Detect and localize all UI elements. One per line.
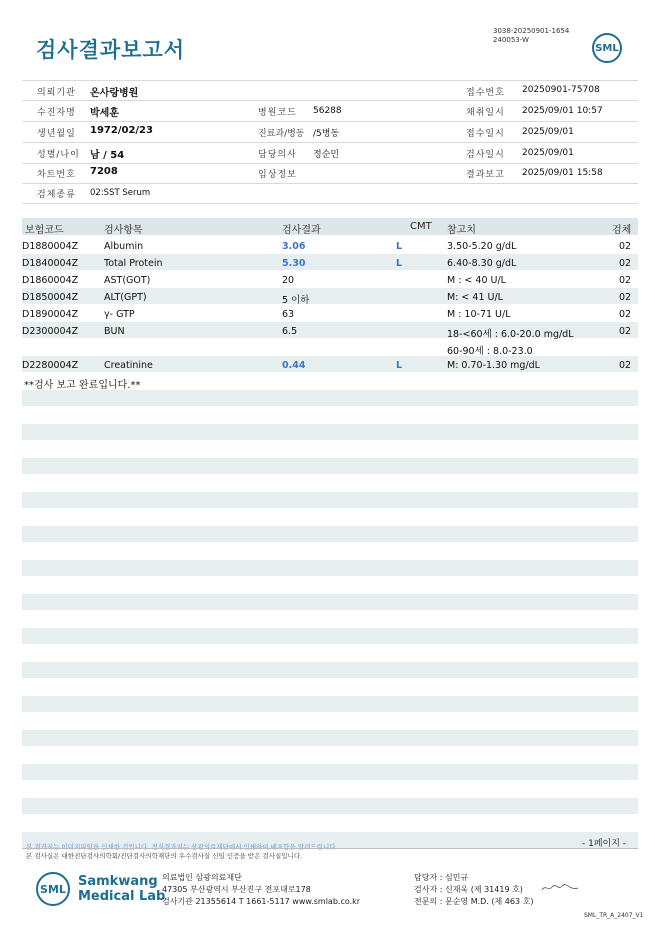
header-item: 검사항목 xyxy=(104,225,143,236)
cell-specimen: 02 xyxy=(619,360,632,371)
staff-line2: 검사자 : 신재욱 (제 31419 호) xyxy=(414,885,523,894)
chart-no-value: 7208 xyxy=(90,166,118,177)
document-id-line2: 240053-W xyxy=(493,36,529,44)
cell-specimen: 02 xyxy=(619,258,632,269)
cell-reference: 60-90세 : 8.0-23.0 xyxy=(447,346,533,357)
cell-item: BUN xyxy=(104,326,125,337)
divider xyxy=(22,142,638,143)
divider xyxy=(22,183,638,184)
org-line2: 47305 부산광역시 부산진구 전포대로178 xyxy=(162,885,311,894)
header-specimen: 검체 xyxy=(612,225,632,236)
cell-reference: 3.50-5.20 g/dL xyxy=(447,241,517,252)
cell-reference: M: 0.70-1.30 mg/dL xyxy=(447,360,540,371)
document-id xyxy=(493,27,569,45)
chart-no-label: 차트번호 xyxy=(37,170,76,180)
cell-reference: M : < 40 U/L xyxy=(447,275,506,286)
completion-note: **검사 보고 완료입니다.** xyxy=(24,380,141,391)
cell-result: 3.06 xyxy=(282,241,306,252)
cell-cmt: L xyxy=(396,258,403,269)
sex-age-value: 남 / 54 xyxy=(90,150,125,161)
footer-divider xyxy=(22,848,638,849)
collect-date-value: 2025/09/01 10:57 xyxy=(522,106,603,116)
hospital-code-label: 병원코드 xyxy=(258,108,297,118)
form-code: SML_TR_A_2407_V1 xyxy=(584,912,644,919)
signature-icon xyxy=(540,883,580,893)
document-id-line1: 3038-20250901-1654 xyxy=(493,27,570,35)
dept-value: /5병동 xyxy=(313,129,340,139)
row-stripe xyxy=(22,390,638,406)
clinical-label: 임상정보 xyxy=(258,170,297,180)
page-number: - 1페이지 - xyxy=(582,839,627,849)
print-notice: 본 결과지는 이미지파일을 인쇄한 것입니다. 정식결과지는 삼광의료재단에서 인쇄하여 배포함을 알려드립니다. xyxy=(26,843,338,851)
staff-info xyxy=(414,872,533,908)
lab-name xyxy=(78,874,165,904)
row-stripe xyxy=(22,458,638,474)
cell-specimen: 02 xyxy=(619,275,632,286)
institution-value: 온사랑병원 xyxy=(90,88,139,99)
cell-reference: M: < 41 U/L xyxy=(447,292,503,303)
cell-result: 20 xyxy=(282,275,295,286)
cell-item: ALT(GPT) xyxy=(104,292,147,303)
header-code: 보험코드 xyxy=(25,225,64,236)
receipt-no-label: 접수번호 xyxy=(466,88,505,98)
lab-name-line2: Medical Lab xyxy=(78,889,166,904)
report-date-label: 결과보고 xyxy=(466,170,505,180)
cell-cmt: L xyxy=(396,241,403,252)
row-stripe xyxy=(22,764,638,780)
cell-result: 5 이하 xyxy=(282,295,310,306)
org-line1: 의료법인 삼광의료재단 xyxy=(162,873,242,882)
sex-age-label: 성별/나이 xyxy=(37,150,80,160)
divider xyxy=(22,121,638,122)
cell-result: 6.5 xyxy=(282,326,298,337)
cell-specimen: 02 xyxy=(619,326,632,337)
cell-item: Total Protein xyxy=(104,258,163,269)
cell-cmt: L xyxy=(396,360,403,371)
cell-result: 0.44 xyxy=(282,360,306,371)
row-stripe xyxy=(22,526,638,542)
row-stripe xyxy=(22,560,638,576)
divider xyxy=(22,203,638,204)
receipt-no-value: 20250901-75708 xyxy=(522,85,600,95)
cell-item: γ- GTP xyxy=(104,309,135,320)
accreditation-notice: 본 검사실은 대한진단검사의학회/진단검사의학재단의 우수검사실 신임 인증을 받은 검사실입니다. xyxy=(26,852,303,860)
cell-item: Albumin xyxy=(104,241,144,252)
sml-logo-icon: SML xyxy=(592,33,622,63)
collect-date-label: 채취일시 xyxy=(466,108,505,118)
cell-code: D2300004Z xyxy=(22,326,79,337)
dept-label: 진료과/병동 xyxy=(258,129,305,139)
receipt-date-label: 접수일시 xyxy=(466,129,505,139)
cell-code: D1880004Z xyxy=(22,241,79,252)
row-stripe xyxy=(22,628,638,644)
cell-item: AST(GOT) xyxy=(104,275,151,286)
specimen-label: 검체종류 xyxy=(37,190,76,200)
specimen-value: 02:SST Serum xyxy=(90,188,151,198)
test-date-value: 2025/09/01 xyxy=(522,148,574,158)
row-stripe xyxy=(22,424,638,440)
cell-code: D1850004Z xyxy=(22,292,79,303)
row-stripe xyxy=(22,696,638,712)
cell-result: 63 xyxy=(282,309,295,320)
divider xyxy=(22,100,638,101)
receipt-date-value: 2025/09/01 xyxy=(522,127,574,137)
cell-code: D1890004Z xyxy=(22,309,79,320)
org-line3: 검사기관 21355614 T 1661-5117 www.smlab.co.kr xyxy=(162,897,361,906)
header-reference: 참고치 xyxy=(447,225,476,236)
birth-label: 생년월일 xyxy=(37,129,76,139)
cell-specimen: 02 xyxy=(619,241,632,252)
sml-logo-icon: SML xyxy=(36,872,70,906)
lab-name-line1: Samkwang xyxy=(78,874,158,889)
report-date-value: 2025/09/01 15:58 xyxy=(522,168,603,178)
row-stripe xyxy=(22,798,638,814)
cell-code: D2280004Z xyxy=(22,360,79,371)
name-value: 박세훈 xyxy=(90,108,119,119)
name-label: 수진자명 xyxy=(37,108,76,118)
organization-info xyxy=(162,872,360,908)
cell-code: D1860004Z xyxy=(22,275,79,286)
cell-item: Creatinine xyxy=(104,360,153,371)
divider xyxy=(22,163,638,164)
cell-specimen: 02 xyxy=(619,309,632,320)
row-stripe xyxy=(22,730,638,746)
staff-line3: 전문의 : 문순영 M.D. (제 463 호) xyxy=(414,897,534,906)
row-stripe xyxy=(22,662,638,678)
cell-result: 5.30 xyxy=(282,258,306,269)
doctor-value: 정순민 xyxy=(313,150,340,160)
hospital-code-value: 56288 xyxy=(313,106,342,116)
cell-code: D1840004Z xyxy=(22,258,79,269)
cell-reference: 18-<60세 : 6.0-20.0 mg/dL xyxy=(447,329,574,340)
divider xyxy=(22,80,638,81)
row-stripe xyxy=(22,492,638,508)
header-cmt: CMT xyxy=(410,221,432,232)
birth-value: 1972/02/23 xyxy=(90,125,153,136)
cell-specimen: 02 xyxy=(619,292,632,303)
test-date-label: 검사일시 xyxy=(466,150,505,160)
header-result: 검사결과 xyxy=(282,225,321,236)
doctor-label: 담당의사 xyxy=(258,150,297,160)
row-stripe xyxy=(22,594,638,610)
report-title: 검사결과보고서 xyxy=(36,38,186,62)
institution-label: 의뢰기관 xyxy=(37,88,76,98)
cell-reference: M : 10-71 U/L xyxy=(447,309,511,320)
cell-reference: 6.40-8.30 g/dL xyxy=(447,258,517,269)
staff-line1: 담당자 : 심민규 xyxy=(414,873,469,882)
